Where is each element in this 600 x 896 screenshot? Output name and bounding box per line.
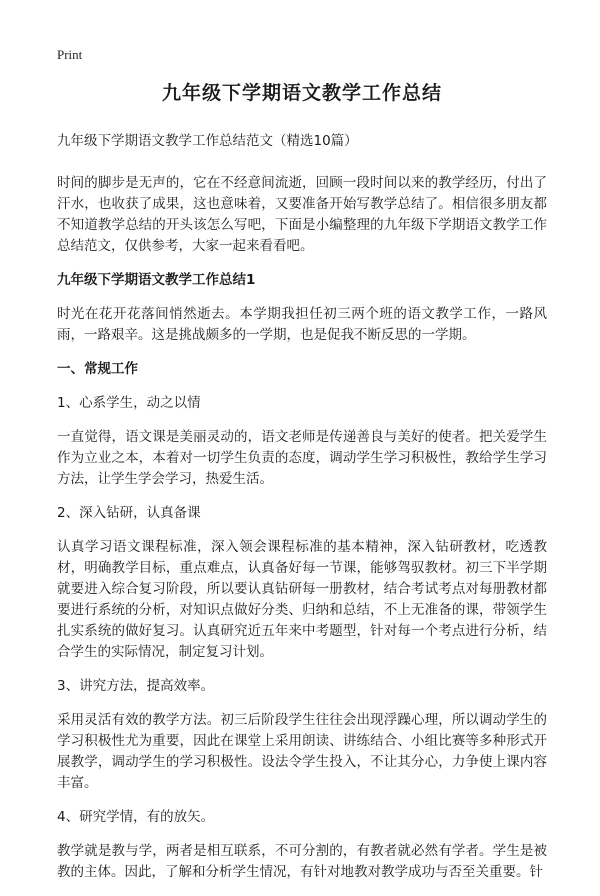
print-link[interactable]: Print [57, 47, 83, 62]
item-title: 1、心系学生，动之以情 [57, 395, 201, 411]
section-intro-paragraph: 时光在花开花落间悄然逝去。本学期我担任初三两个班的语文教学工作，一路风雨，一路艰辛。这是挑战颇多的一学期，也是促我不断反思的一学期。 [57, 306, 547, 343]
item-title: 4、研究学情，有的放矢。 [57, 809, 215, 825]
item-body: 采用灵活有效的教学方法。初三后阶段学生往往会出现浮躁心理，所以调动学生的学习积极性尤为重要，因此在课堂上采用朗读、讲练结合、小组比赛等多种形式开展教学，调动学生的学习积极性。设法令学生投入，不让其分心，力争使上课内容丰富。 [57, 712, 547, 791]
document-body [57, 78, 547, 896]
document-title: 九年级下学期语文教学工作总结 [161, 82, 442, 104]
item-title: 2、深入钻研，认真备课 [57, 505, 201, 521]
intro-paragraph: 时间的脚步是无声的，它在不经意间流逝，回顾一段时间以来的教学经历，付出了汗水，也收获了成果，这也意味着，又要准备开始写教学总结了。相信很多朋友都不知道教学总结的开头该怎么写吧，下面是小编整理的九年级下学期语文教学工作总结范文，仅供参考，大家一起来看看吧。 [57, 175, 547, 254]
document-subtitle: 九年级下学期语文教学工作总结范文（精选10篇） [57, 133, 358, 149]
item-title: 3、讲究方法，提高效率。 [57, 678, 215, 694]
item-body: 一直觉得，语文课是美丽灵动的，语文老师是传递善良与美好的使者。把关爱学生作为立业之本，本着对一切学生负责的态度，调动学生学习积极性，教给学生学习方法，让学生学会学习，热爱生活。 [57, 429, 547, 487]
item-body: 教学就是教与学，两者是相互联系，不可分割的，有教者就必然有学者。学生是被教的主体。因此，了解和分析学生情况，有针对地教对教学成功与否至关重要。针 [57, 843, 547, 880]
item-body: 认真学习语文课程标准，深入领会课程标准的基本精神，深入钻研教材，吃透教材，明确教学目标，重点难点，认真备好每一节课，能够驾驭教材。初三下半学期就要进入综合复习阶段，所以要认真钻研每一册教材，结合考试考点对每册教材都要进行系统的分析，对知识点做好分类、归纳和总结，不上无准备的课，带领学生扎实系统的做好复习。认真研究近五年来中考题型，针对每一个考点进行分析，结合学生的实际情况，制定复习计划。 [57, 539, 547, 660]
part-heading: 一、常规工作 [57, 361, 138, 377]
section-title: 九年级下学期语文教学工作总结1 [57, 272, 256, 288]
